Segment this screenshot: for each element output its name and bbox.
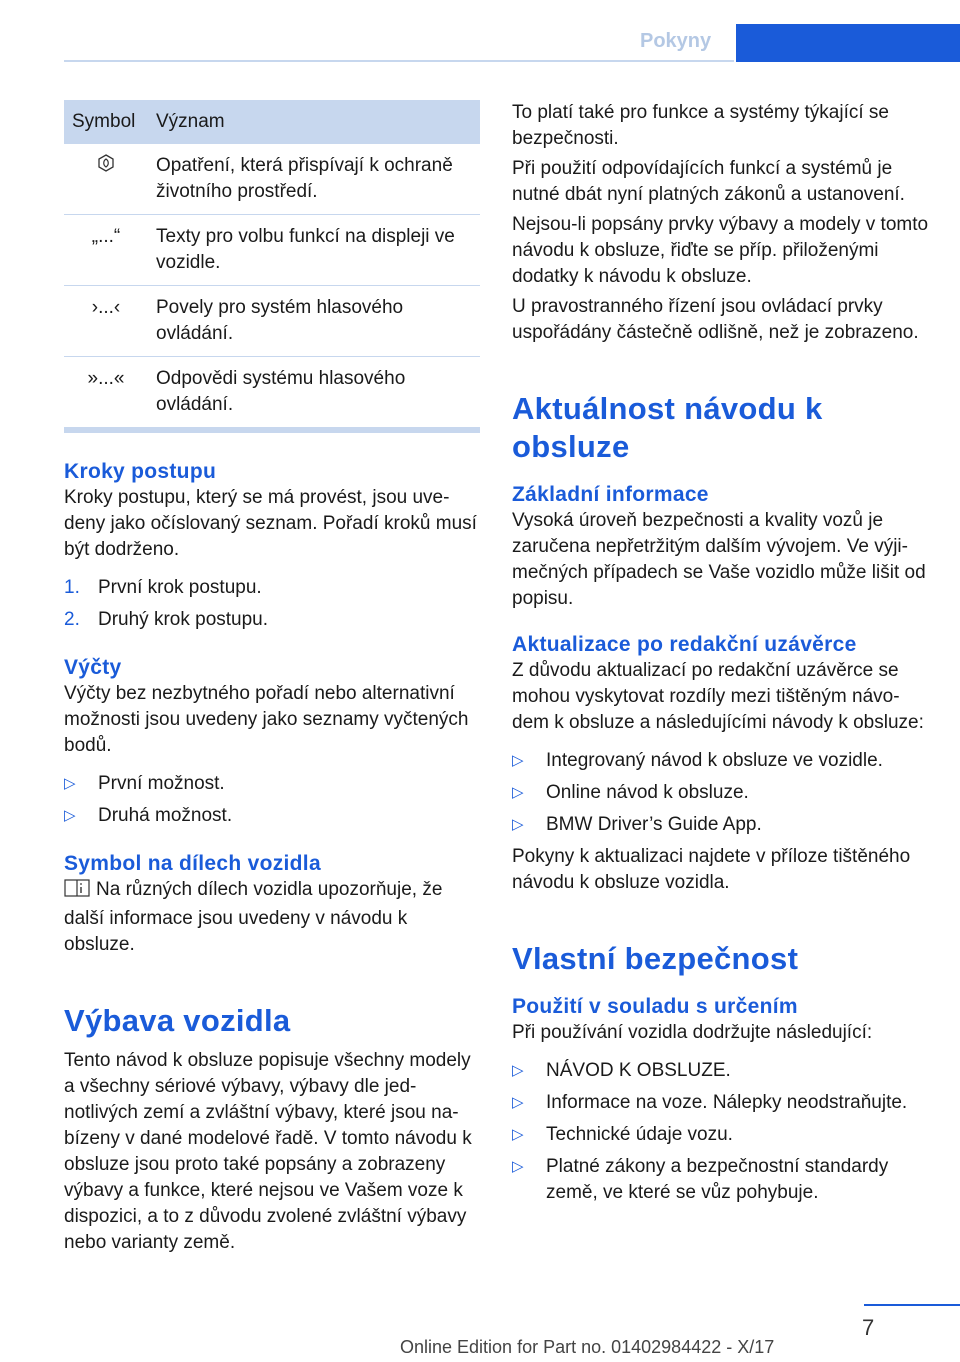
book-icon	[64, 878, 96, 906]
table-cell-meaning: Opatření, která přispívají k ochraně životního prostředí.	[148, 144, 480, 215]
triangle-bullet-icon: ▷	[512, 752, 524, 769]
footer-edition: Online Edition for Part no. 01402984422 - X/17	[400, 1337, 775, 1357]
table-cell-meaning: Odpovědi systému hlasového ovládání.	[148, 357, 480, 428]
symbol-parts-heading: Symbol na dílech vozidla	[64, 852, 321, 875]
list-item-text: BMW Driver’s Guide App.	[546, 814, 762, 835]
section-title: Pokyny	[640, 30, 712, 52]
triangle-bullet-icon: ▷	[512, 1158, 524, 1175]
footer-rule	[864, 1304, 960, 1306]
list-item-text: Online návod k obsluze.	[546, 782, 749, 803]
list-item	[512, 780, 930, 806]
paragraph: To platí také pro funkce a systémy týkající se bezpečnosti.	[512, 102, 889, 149]
steps-paragraph: Kroky postupu, který se má provést, jsou uvedeny jako očíslovaný seznam. Pořadí kroků musí být dodrženo.	[64, 487, 477, 560]
header-accent-bar	[736, 24, 960, 62]
list-item	[512, 1090, 930, 1116]
table-row	[64, 357, 480, 428]
list-item-text: Technické údaje vozu.	[546, 1124, 733, 1145]
triangle-bullet-icon: ▷	[512, 816, 524, 833]
enum-list	[64, 771, 480, 829]
step-text: Druhý krok postupu.	[98, 609, 269, 630]
paragraph: U pravostranného řízení jsou ovládací prvky uspořádány částečně odlišně, než je zobrazeno.	[512, 296, 919, 343]
symbol-table	[64, 100, 480, 428]
step-number: 2.	[64, 609, 80, 630]
basic-info-heading: Základní informace	[512, 483, 709, 506]
update-paragraph: Z důvodu aktualizací po redakční uzávěrce se mohou vyskytovat rozdíly mezi tištěným návodem k obsluze a následujícími návody k obsluze:	[512, 660, 924, 733]
list-item	[512, 1122, 930, 1148]
list-item-text: Informace na voze. Nálepky neodstraňujte.	[546, 1092, 908, 1113]
left-column	[64, 100, 480, 1260]
table-cell-symbol: „...“	[64, 215, 148, 286]
page-number: 7	[862, 1315, 875, 1340]
intended-use-heading: Použití v souladu s určením	[512, 995, 798, 1018]
intended-use-list	[512, 1058, 930, 1206]
triangle-bullet-icon: ▷	[64, 807, 76, 824]
safety-heading: Vlastní bezpečnost	[512, 941, 799, 976]
list-item-text: NÁVOD K OBSLUZE.	[546, 1060, 731, 1081]
list-item-text: Integrovaný návod k obsluze ve vozidle.	[546, 750, 883, 771]
right-column	[512, 100, 930, 1212]
update-heading: Aktualizace po redakční uzávěrce	[512, 633, 857, 656]
step-number: 1.	[64, 577, 80, 598]
list-item-text: Druhá možnost.	[98, 805, 233, 826]
table-row	[64, 215, 480, 286]
list-item	[512, 748, 930, 774]
table-cell-symbol: »...«	[64, 357, 148, 428]
table-cell-symbol: ›...‹	[64, 286, 148, 357]
update-list	[512, 748, 930, 838]
triangle-bullet-icon: ▷	[512, 1094, 524, 1111]
table-row	[64, 144, 480, 215]
list-item-text: První možnost.	[98, 773, 225, 794]
list-item	[64, 575, 480, 601]
list-item-text: Platné zákony a bezpečnostní standardy země, ve které se vůz pohybuje.	[546, 1156, 889, 1203]
table-header-symbol: Symbol	[64, 100, 148, 144]
intended-use-paragraph: Při používání vozidla dodržujte následující:	[512, 1022, 873, 1043]
list-item	[512, 812, 930, 838]
table-cell-meaning: Povely pro systém hlasového ovládání.	[148, 286, 480, 357]
triangle-bullet-icon: ▷	[512, 784, 524, 801]
step-text: První krok postupu.	[98, 577, 262, 598]
list-item	[64, 803, 480, 829]
steps-list	[64, 575, 480, 633]
symbol-parts-text: Na různých dílech vozidla upozorňuje, že další informace jsou uvedeny v návodu k obsluze.	[64, 879, 443, 955]
table-row	[64, 286, 480, 357]
triangle-bullet-icon: ▷	[64, 775, 76, 792]
list-item	[512, 1154, 930, 1206]
paragraph: Při použití odpovídajících funkcí a systémů je nutné dbát nyní platných zákonů a ustanovení.	[512, 158, 905, 205]
list-item	[64, 607, 480, 633]
equipment-paragraph: Tento návod k obsluze popisuje všechny modely a všechny sériové výbavy, výbavy dle jednotlivých zemí a zvláštní výbavy, které jsou nabízeny v dané modelové řadě. V tomto návodu k obsluze jsou proto také popsány a zobrazeny výbavy a funkce, které nejsou ve Vašem voze k dispozici, a to z důvodu zvolené zvláštní výbavy nebo varianty země.	[64, 1050, 472, 1253]
symbol-parts-paragraph	[64, 877, 480, 958]
enum-paragraph: Výčty bez nezbytného pořadí nebo alternativní možnosti jsou uvedeny jako seznamy vyčtených bodů.	[64, 683, 469, 756]
header-rule	[64, 60, 734, 62]
list-item	[64, 771, 480, 797]
equipment-heading: Výbava vozidla	[64, 1003, 291, 1038]
manual-currency-heading: Aktuálnost návodu k obsluze	[512, 391, 823, 464]
update-note: Pokyny k aktualizaci najdete v příloze tištěného návodu k obsluze vozidla.	[512, 846, 911, 893]
table-header-meaning: Význam	[148, 100, 480, 144]
list-item	[512, 1058, 930, 1084]
steps-heading: Kroky postupu	[64, 460, 217, 483]
triangle-bullet-icon: ▷	[512, 1126, 524, 1143]
enum-heading: Výčty	[64, 656, 122, 679]
paragraph: Nejsou-li popsány prvky výbavy a modely v tomto návodu k obsluze, řiďte se příp. přiloženými dodatky k návodu k obsluze.	[512, 214, 929, 287]
triangle-bullet-icon: ▷	[512, 1062, 524, 1079]
environment-icon	[64, 144, 148, 215]
basic-info-paragraph: Vysoká úroveň bezpečnosti a kvality vozů je zaručena nepřetržitým dalším vývojem. Ve výjimečných případech se Vaše vozidlo může lišit od popisu.	[512, 510, 926, 609]
table-cell-meaning: Texty pro volbu funkcí na displeji ve vozidle.	[148, 215, 480, 286]
